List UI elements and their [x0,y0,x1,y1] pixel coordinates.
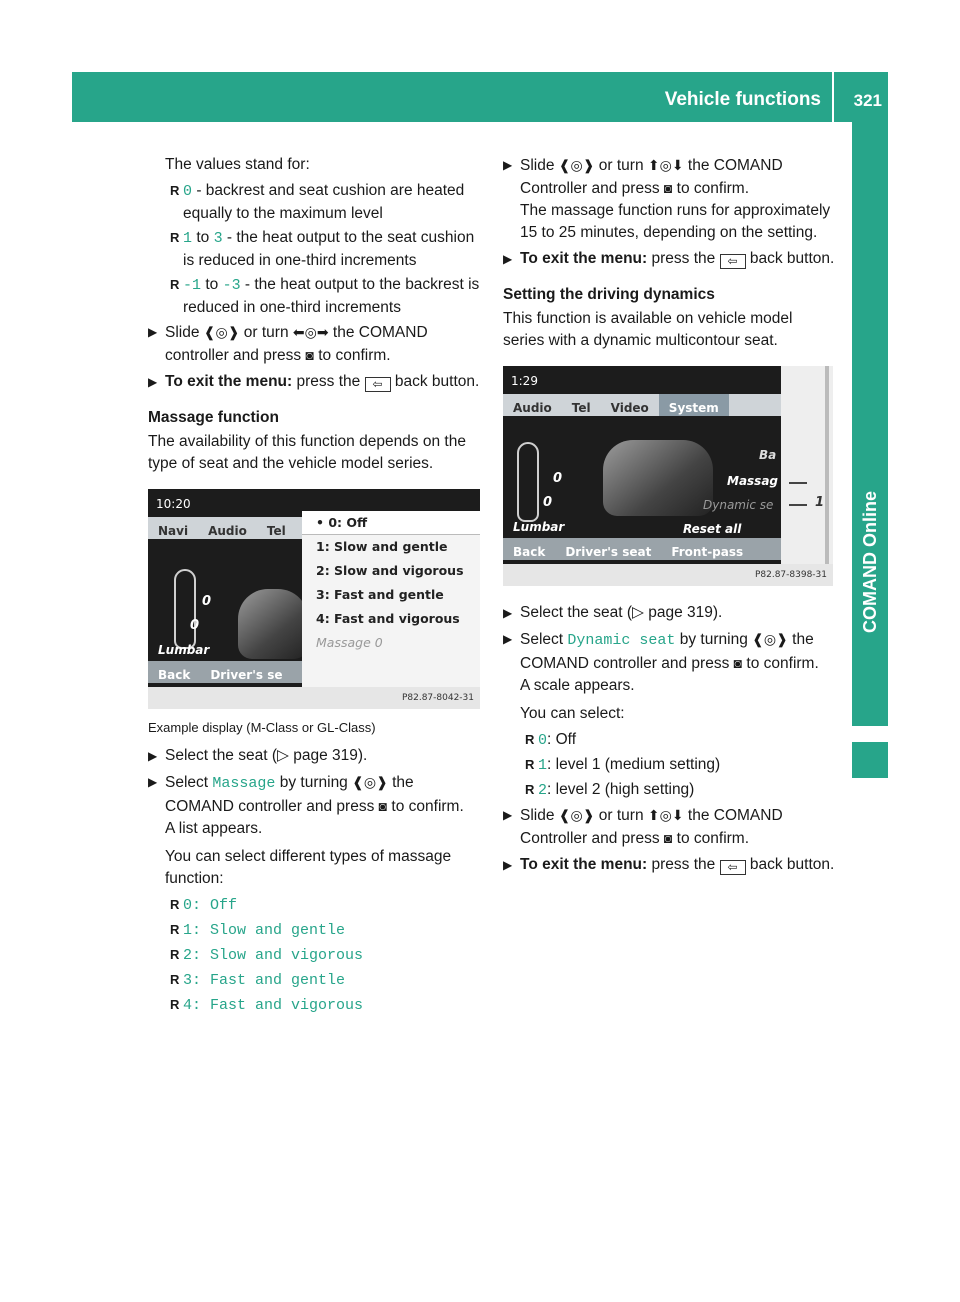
step-exit: ▶ To exit the menu: press the ⇦ back button. [148,371,482,393]
list-item: R 1: Slow and gentle [148,919,482,942]
controller-turn-icon: ⬅◎➡ [292,324,329,340]
controller-slide-icon: ❰◎❱ [203,324,240,340]
list-item: R 0 - backrest and seat cushion are heated equally to the maximum level [148,180,482,225]
step-select-seat: ▶ Select the seat (▷ page 319). [148,745,482,767]
image-code: P82.87-8042-31 [148,687,480,709]
controller-press-icon: ◙ [733,655,743,671]
seat-icon [603,440,713,516]
page-number: 321 [853,91,882,110]
header-divider [832,72,834,122]
step-select-seat: ▶ Select the seat (▷ page 319). [503,602,837,624]
step-slide: ▶ Slide ❰◎❱ or turn ⬆◎⬇ the COMAND Controller and press ◙ to confirm. The massage function runs for approximately 15 to 25 minutes, depending on the setting. [503,154,837,244]
dynamic-seat-display-screenshot: 1:29 Audio Tel Video System 0 0 Lumbar Ba Massag Dynamic se Reset all Back Driver's seat Front-pass 1 P82.87-8398-31 [503,366,833,586]
figure-caption: Example display (M-Class or GL-Class) [148,720,376,735]
list-item: R 1: level 1 (medium setting) [503,754,837,777]
left-column [148,154,482,1019]
step-slide: ▶ Slide ❰◎❱ or turn ⬅◎➡ the COMAND controller and press ◙ to confirm. [148,321,482,367]
list-item: R 2: level 2 (high setting) [503,779,837,802]
scale-panel [781,366,833,564]
controller-press-icon: ◙ [663,180,673,196]
controller-press-icon: ◙ [663,830,673,846]
controller-turn-icon: ❰◎❱ [352,774,388,790]
page-ref-arrow-icon: ▷ [632,604,644,621]
page-section-title: Vehicle functions [664,89,821,110]
back-button-icon: ⇦ [365,377,391,392]
display-time: 1:29 [511,374,538,388]
values-intro: The values stand for: [165,156,310,173]
display-tabs: Navi Audio Tel [148,517,302,539]
controller-press-icon: ◙ [305,347,314,363]
step-exit: ▶ To exit the menu: press the ⇦ back button. [503,248,837,270]
controller-turn-icon: ⬆◎⬇ [647,807,684,823]
massage-menu: • 0: Off 1: Slow and gentle 2: Slow and vigorous 3: Fast and gentle 4: Fast and vigorous Massage 0 [302,511,480,687]
display-time: 10:20 [156,497,191,511]
driving-dynamics-intro: This function is available on vehicle model series with a dynamic multicontour seat. [503,310,793,349]
controller-slide-icon: ❰◎❱ [558,157,595,173]
list-item: R 1 to 3 - the heat output to the seat cushion is reduced in one-third increments [148,227,482,272]
driving-dynamics-heading: Setting the driving dynamics [503,286,715,303]
back-button-icon: ⇦ [720,860,746,875]
step-exit: ▶ To exit the menu: press the ⇦ back button. [503,854,837,876]
step-select-massage: ▶ Select Massage by turning ❰◎❱ the COMAND controller and press ◙ to confirm. A list appears. You can select different types of massage function: [148,771,482,890]
back-button-icon: ⇦ [720,254,746,269]
massage-heading: Massage function [148,409,279,426]
display-tabs: Audio Tel Video System [503,394,781,416]
right-column [503,154,837,880]
seat-gauge-icon [517,442,539,522]
list-item: R 0: Off [503,729,837,752]
seat-icon [238,589,308,659]
list-item: R 4: Fast and vigorous [148,994,482,1017]
list-item: R 3: Fast and gentle [148,969,482,992]
massage-display-screenshot: 10:20 Navi Audio Tel 0 0 Lumbar Back Driver's se • 0: Off 1: Slow and gentle 2: Slow and vigorous 3: Fast and gentle 4: Fast and vigorous Massage 0 P82.87-8042-31 [148,489,480,709]
list-item: R 2: Slow and vigorous [148,944,482,967]
controller-slide-icon: ❰◎❱ [558,807,595,823]
side-chapter-tab [852,122,888,726]
scale-value: 1 [815,495,825,510]
side-chapter-label: COMAND Online [860,491,880,633]
seat-gauge-icon [174,569,196,649]
display-softkeys: Back Driver's seat Front-pass [503,538,781,560]
side-chapter-marker [852,742,888,778]
header-bar [72,72,888,122]
step-slide: ▶ Slide ❰◎❱ or turn ⬆◎⬇ the COMAND Controller and press ◙ to confirm. [503,804,837,850]
image-code: P82.87-8398-31 [503,564,833,586]
page-ref-arrow-icon: ▷ [277,747,289,764]
list-item: R -1 to -3 - the heat output to the backrest is reduced in one-third increments [148,274,482,319]
list-item: R 0: Off [148,894,482,917]
display-softkeys: Back Driver's se [148,661,302,683]
controller-turn-icon: ❰◎❱ [752,631,788,647]
controller-press-icon: ◙ [378,798,388,814]
step-select-dynamic-seat: ▶ Select Dynamic seat by turning ❰◎❱ the COMAND controller and press ◙ to confirm. A scale appears. You can select: [503,628,837,725]
controller-turn-icon: ⬆◎⬇ [647,157,684,173]
massage-intro: The availability of this function depends on the type of seat and the vehicle model series. [148,433,466,472]
